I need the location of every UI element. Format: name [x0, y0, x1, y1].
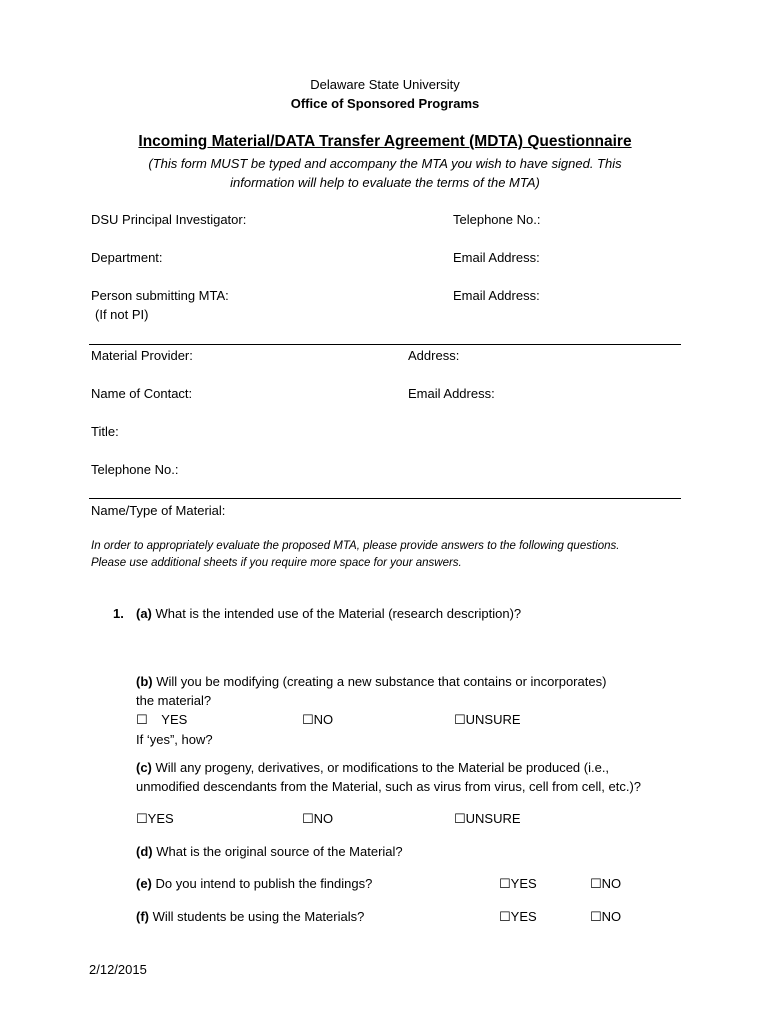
contact-label: Name of Contact:	[91, 386, 193, 401]
f-yes-option[interactable]	[499, 909, 537, 925]
question-a	[136, 606, 521, 621]
provider-address-label: Address:	[408, 348, 460, 363]
subtitle-line-1: (This form MUST be typed and accompany the MTA you wish to have signed. This	[148, 156, 622, 171]
question-c	[136, 760, 609, 775]
question-b-letter: (b)	[136, 674, 153, 689]
submitter-label: Person submitting MTA:	[91, 288, 229, 303]
f-yes-checkbox[interactable]: ☐	[499, 910, 511, 925]
question-d-text: What is the original source of the Material?	[156, 844, 403, 859]
question-e-text: Do you intend to publish the findings?	[155, 876, 373, 891]
e-no-label: NO	[601, 876, 622, 891]
contact-email-label: Email Address:	[408, 386, 495, 401]
c-yes-label: YES	[147, 811, 174, 826]
question-f-letter: (f)	[136, 909, 149, 924]
c-no-checkbox[interactable]: ☐	[302, 812, 314, 827]
question-f-text: Will students be using the Materials?	[152, 909, 365, 924]
question-a-letter: (a)	[136, 606, 152, 621]
section-divider-2	[89, 498, 681, 499]
b-no-option[interactable]	[302, 712, 333, 728]
question-d	[136, 844, 403, 859]
material-label: Name/Type of Material:	[91, 503, 226, 518]
page-title: Incoming Material/DATA Transfer Agreement (MDTA) Questionnaire	[138, 133, 632, 150]
b-yes-label: YES	[161, 712, 188, 727]
b-unsure-checkbox[interactable]: ☐	[454, 713, 466, 728]
office-name: Office of Sponsored Programs	[290, 96, 480, 111]
question-b	[136, 674, 606, 689]
b-yes-checkbox[interactable]: ☐	[136, 713, 148, 728]
instructions-line-1: In order to appropriately evaluate the proposed MTA, please provide answers to the following questions.	[91, 540, 620, 552]
question-b-text-line-2: the material?	[136, 693, 212, 708]
c-no-option[interactable]	[302, 811, 333, 827]
c-yes-option[interactable]	[136, 811, 174, 827]
c-unsure-option[interactable]	[454, 811, 521, 827]
submitter-note: (If not PI)	[95, 307, 149, 322]
question-b-text-line-1: Will you be modifying (creating a new substance that contains or incorporates)	[156, 674, 607, 689]
pi-email-label: Email Address:	[453, 250, 540, 265]
f-yes-label: YES	[510, 909, 537, 924]
pi-label: DSU Principal Investigator:	[91, 212, 247, 227]
question-a-text: What is the intended use of the Material (research description)?	[155, 606, 522, 621]
submitter-email-label: Email Address:	[453, 288, 540, 303]
question-e	[136, 876, 372, 891]
section-divider-1	[89, 344, 681, 345]
c-no-label: NO	[313, 811, 334, 826]
f-no-option[interactable]	[590, 909, 621, 925]
question-c-text-line-2: unmodified descendants from the Material, such as virus from virus, cell from cell, etc.)?	[136, 779, 642, 794]
department-label: Department:	[91, 250, 163, 265]
f-no-label: NO	[601, 909, 622, 924]
subtitle-line-2: information will help to evaluate the terms of the MTA)	[230, 175, 540, 190]
e-no-option[interactable]	[590, 876, 621, 892]
e-no-checkbox[interactable]: ☐	[590, 877, 602, 892]
b-followup: If ‘yes”, how?	[136, 732, 213, 747]
b-no-checkbox[interactable]: ☐	[302, 713, 314, 728]
b-yes-option[interactable]	[136, 712, 187, 728]
question-c-letter: (c)	[136, 760, 152, 775]
instructions-line-2: Please use additional sheets if you require more space for your answers.	[91, 557, 462, 569]
e-yes-option[interactable]	[499, 876, 537, 892]
b-unsure-option[interactable]	[454, 712, 521, 728]
contact-title-label: Title:	[91, 424, 119, 439]
provider-label: Material Provider:	[91, 348, 193, 363]
b-unsure-label: UNSURE	[465, 712, 521, 727]
c-yes-checkbox[interactable]: ☐	[136, 812, 148, 827]
f-no-checkbox[interactable]: ☐	[590, 910, 602, 925]
pi-telephone-label: Telephone No.:	[453, 212, 541, 227]
b-no-label: NO	[313, 712, 334, 727]
question-f	[136, 909, 364, 924]
c-unsure-label: UNSURE	[465, 811, 521, 826]
question-d-letter: (d)	[136, 844, 153, 859]
question-c-text-line-1: Will any progeny, derivatives, or modifications to the Material be produced (i.e.,	[155, 760, 610, 775]
footer-date: 2/12/2015	[89, 962, 147, 977]
contact-telephone-label: Telephone No.:	[91, 462, 179, 477]
c-unsure-checkbox[interactable]: ☐	[454, 812, 466, 827]
question-e-letter: (e)	[136, 876, 152, 891]
question-number: 1.	[113, 606, 124, 621]
e-yes-label: YES	[510, 876, 537, 891]
university-name: Delaware State University	[310, 77, 460, 92]
e-yes-checkbox[interactable]: ☐	[499, 877, 511, 892]
